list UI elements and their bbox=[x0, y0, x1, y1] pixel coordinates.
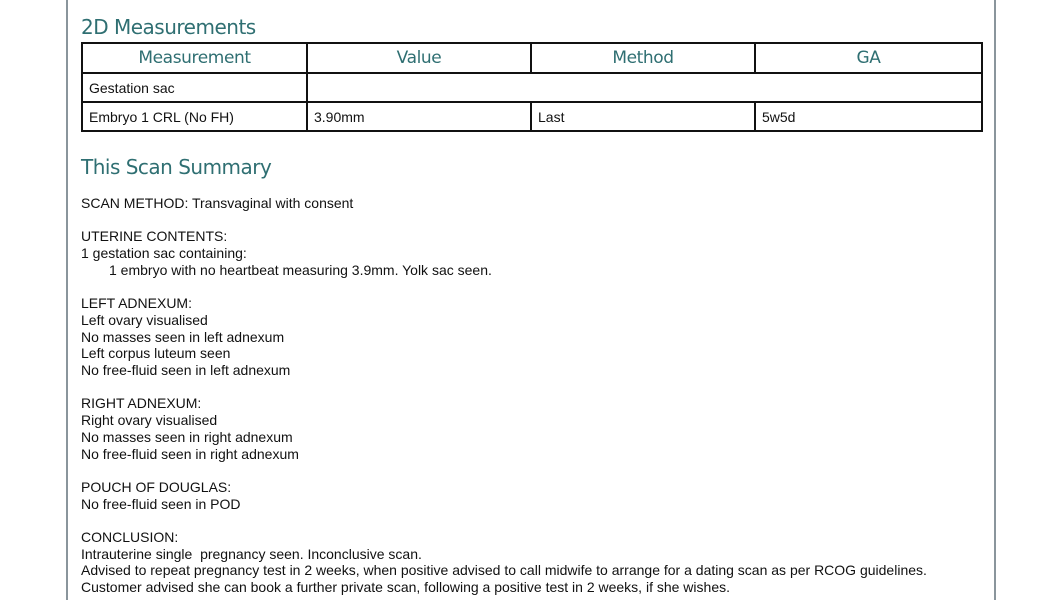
header-method: Method bbox=[531, 43, 755, 73]
cell-ga: 5w5d bbox=[755, 102, 982, 131]
scan-summary bbox=[81, 195, 981, 612]
cell-measurement: Embryo 1 CRL (No FH) bbox=[82, 102, 307, 131]
uterine-contents-block bbox=[81, 228, 981, 278]
left-adnexum-block bbox=[81, 295, 981, 379]
table-row bbox=[82, 102, 982, 131]
conclusion-heading: CONCLUSION: bbox=[81, 528, 179, 545]
cell-value: 3.90mm bbox=[307, 102, 531, 131]
cell-method: Last bbox=[531, 102, 755, 131]
right-adnexum-line: No free-fluid seen in right adnexum bbox=[81, 445, 299, 462]
left-adnexum-line: Left corpus luteum seen bbox=[81, 345, 231, 362]
right-adnexum-line: Right ovary visualised bbox=[81, 412, 218, 429]
table-row bbox=[82, 73, 982, 102]
uterine-heading: UTERINE CONTENTS: bbox=[81, 228, 228, 245]
conclusion-line: Intrauterine single pregnancy seen. Inconclusive scan. bbox=[81, 545, 422, 562]
header-value: Value bbox=[307, 43, 531, 73]
uterine-line: 1 gestation sac containing: bbox=[81, 245, 247, 262]
left-adnexum-line: No free-fluid seen in left adnexum bbox=[81, 362, 291, 378]
table-header-row bbox=[82, 43, 982, 73]
left-adnexum-line: Left ovary visualised bbox=[81, 311, 208, 328]
measurements-table bbox=[81, 42, 983, 132]
page-frame-right bbox=[994, 0, 996, 600]
left-adnexum-heading: LEFT ADNEXUM: bbox=[81, 295, 192, 312]
page-frame-left bbox=[66, 0, 68, 600]
left-adnexum-line: No masses seen in left adnexum bbox=[81, 328, 285, 345]
cell-measurement: Gestation sac bbox=[82, 73, 307, 102]
scan-method-block bbox=[81, 195, 981, 212]
summary-title: This Scan Summary bbox=[81, 155, 272, 179]
conclusion-line: Customer advised she can book a further private scan, following a positive test in 2 weeks, if she wishes. bbox=[81, 579, 730, 596]
uterine-line: 1 embryo with no heartbeat measuring 3.9mm. Yolk sac seen. bbox=[109, 261, 492, 278]
right-adnexum-line: No masses seen in right adnexum bbox=[81, 428, 293, 445]
pod-heading: POUCH OF DOUGLAS: bbox=[81, 478, 232, 495]
right-adnexum-heading: RIGHT ADNEXUM: bbox=[81, 395, 202, 412]
pouch-of-douglas-block bbox=[81, 479, 981, 512]
conclusion-line: Advised to repeat pregnancy test in 2 weeks, when positive advised to call midwife to arrange for a dating scan as per RCOG guidelines. bbox=[81, 562, 927, 579]
cell-empty-merged bbox=[307, 73, 982, 102]
scan-method-text: SCAN METHOD: Transvaginal with consent bbox=[81, 195, 354, 211]
header-ga: GA bbox=[755, 43, 982, 73]
right-adnexum-block bbox=[81, 395, 981, 462]
measurements-title: 2D Measurements bbox=[81, 15, 256, 39]
conclusion-block bbox=[81, 529, 981, 596]
header-measurement: Measurement bbox=[82, 43, 307, 73]
pod-line: No free-fluid seen in POD bbox=[81, 495, 241, 512]
